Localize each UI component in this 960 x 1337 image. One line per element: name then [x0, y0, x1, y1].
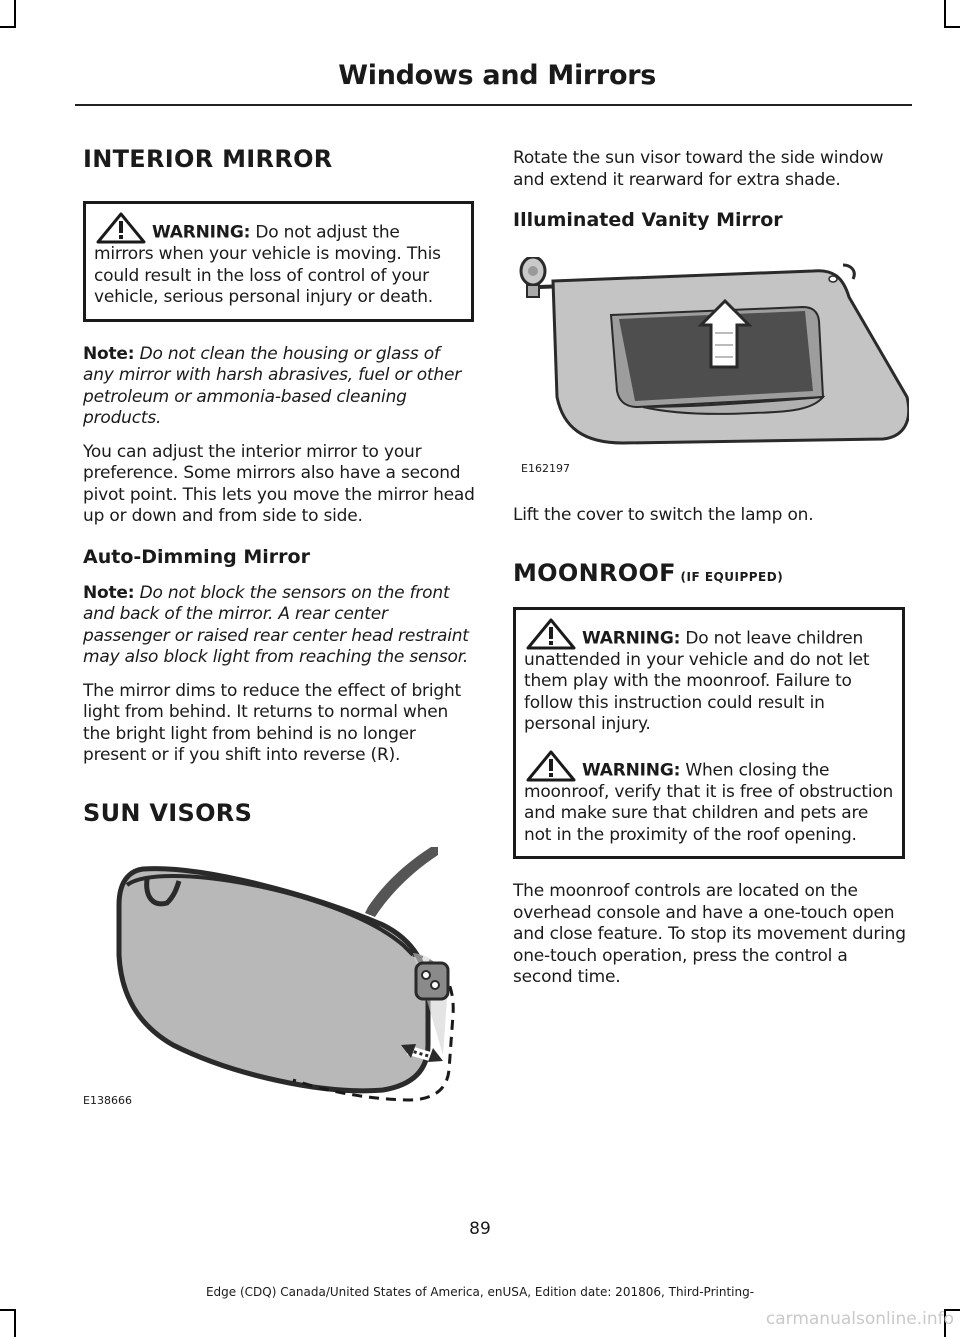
page-number: 89 — [469, 1219, 491, 1239]
moonroof-heading — [513, 559, 907, 587]
note-label: Note: — [83, 343, 135, 364]
warning-box — [83, 201, 474, 322]
warning-triangle-icon — [526, 618, 576, 650]
figure-code: E162197 — [521, 462, 570, 475]
sun-visor-figure — [83, 845, 475, 1107]
right-column — [513, 148, 907, 989]
warning-text: Do not adjust the mirrors when your vehicle is moving. This could result in the loss of control of your vehicle, serious personal injury or death. — [94, 222, 441, 307]
warning-triangle-icon — [96, 212, 146, 244]
sun-visors-heading: SUN VISORS — [83, 798, 253, 827]
crop-mark — [0, 1309, 16, 1311]
vanity-mirror-illustration — [513, 257, 909, 467]
header-divider — [75, 104, 912, 106]
interior-mirror-body: You can adjust the interior mirror to your preference. Some mirrors also have a second pivot point. This lets you move the mirror head up or down and from side to side. — [83, 441, 475, 526]
figure-code: E138666 — [83, 1093, 132, 1107]
sun-visor-illustration — [83, 845, 475, 1107]
warning-text: Do not leave children unattended in your vehicle and do not let them play with the moonroof. Failure to follow this instruction could result in personal injury. — [524, 628, 870, 734]
auto-dimming-heading: Auto-Dimming Mirror — [83, 545, 310, 568]
moonroof-body: The moonroof controls are located on the overhead console and have a one-touch open and close feature. To stop its movement during one-touch operation, press the control a second time. — [513, 881, 906, 987]
crop-mark — [944, 26, 960, 28]
warning-box — [513, 607, 905, 860]
vanity-mirror-heading: Illuminated Vanity Mirror — [513, 209, 783, 231]
moonroof-heading-suffix: (IF EQUIPPED) — [675, 569, 784, 584]
left-column — [83, 145, 475, 1107]
warning-label: WARNING: — [582, 628, 681, 648]
crop-mark — [14, 0, 16, 26]
warning-triangle-icon — [526, 750, 576, 782]
warning-paragraph — [94, 212, 463, 309]
edition-footer: Edge (CDQ) Canada/United States of America, enUSA, Edition date: 201806, Third-Printing- — [205, 1285, 755, 1299]
note-text: Do not block the sensors on the front and back of the mirror. A rear center passenger or raised rear center head restraint may also block light from reaching the sensor. — [83, 582, 469, 667]
note-text: Do not clean the housing or glass of any mirror with harsh abrasives, fuel or other petroleum or ammonia-based cleaning products. — [83, 343, 462, 428]
note-label: Note: — [83, 582, 135, 603]
vanity-mirror-figure — [513, 257, 909, 485]
note-paragraph — [83, 344, 475, 430]
interior-mirror-heading: INTERIOR MIRROR — [83, 145, 333, 173]
warning-paragraph — [524, 750, 894, 847]
crop-mark — [944, 0, 946, 26]
warning-text: When closing the moonroof, verify that it is free of obstruction and make sure that children and pets are not in the proximity of the roof opening. — [524, 760, 894, 845]
page-title: Windows and Mirrors — [338, 60, 656, 91]
crop-mark — [0, 26, 16, 28]
vanity-mirror-body: Lift the cover to switch the lamp on. — [513, 505, 814, 525]
moonroof-heading-text: MOONROOF — [513, 558, 676, 587]
sun-visor-body: Rotate the sun visor toward the side window and extend it rearward for extra shade. — [513, 148, 884, 190]
warning-label: WARNING: — [582, 760, 681, 780]
warning-paragraph — [524, 618, 894, 736]
crop-mark — [14, 1311, 16, 1337]
auto-dimming-body: The mirror dims to reduce the effect of bright light from behind. It returns to normal when the bright light from behind is no longer present or if you shift into reverse (R). — [83, 680, 461, 765]
note-paragraph — [83, 583, 475, 669]
warning-label: WARNING: — [152, 222, 251, 243]
watermark: carmanualsonline.info — [765, 1309, 954, 1329]
